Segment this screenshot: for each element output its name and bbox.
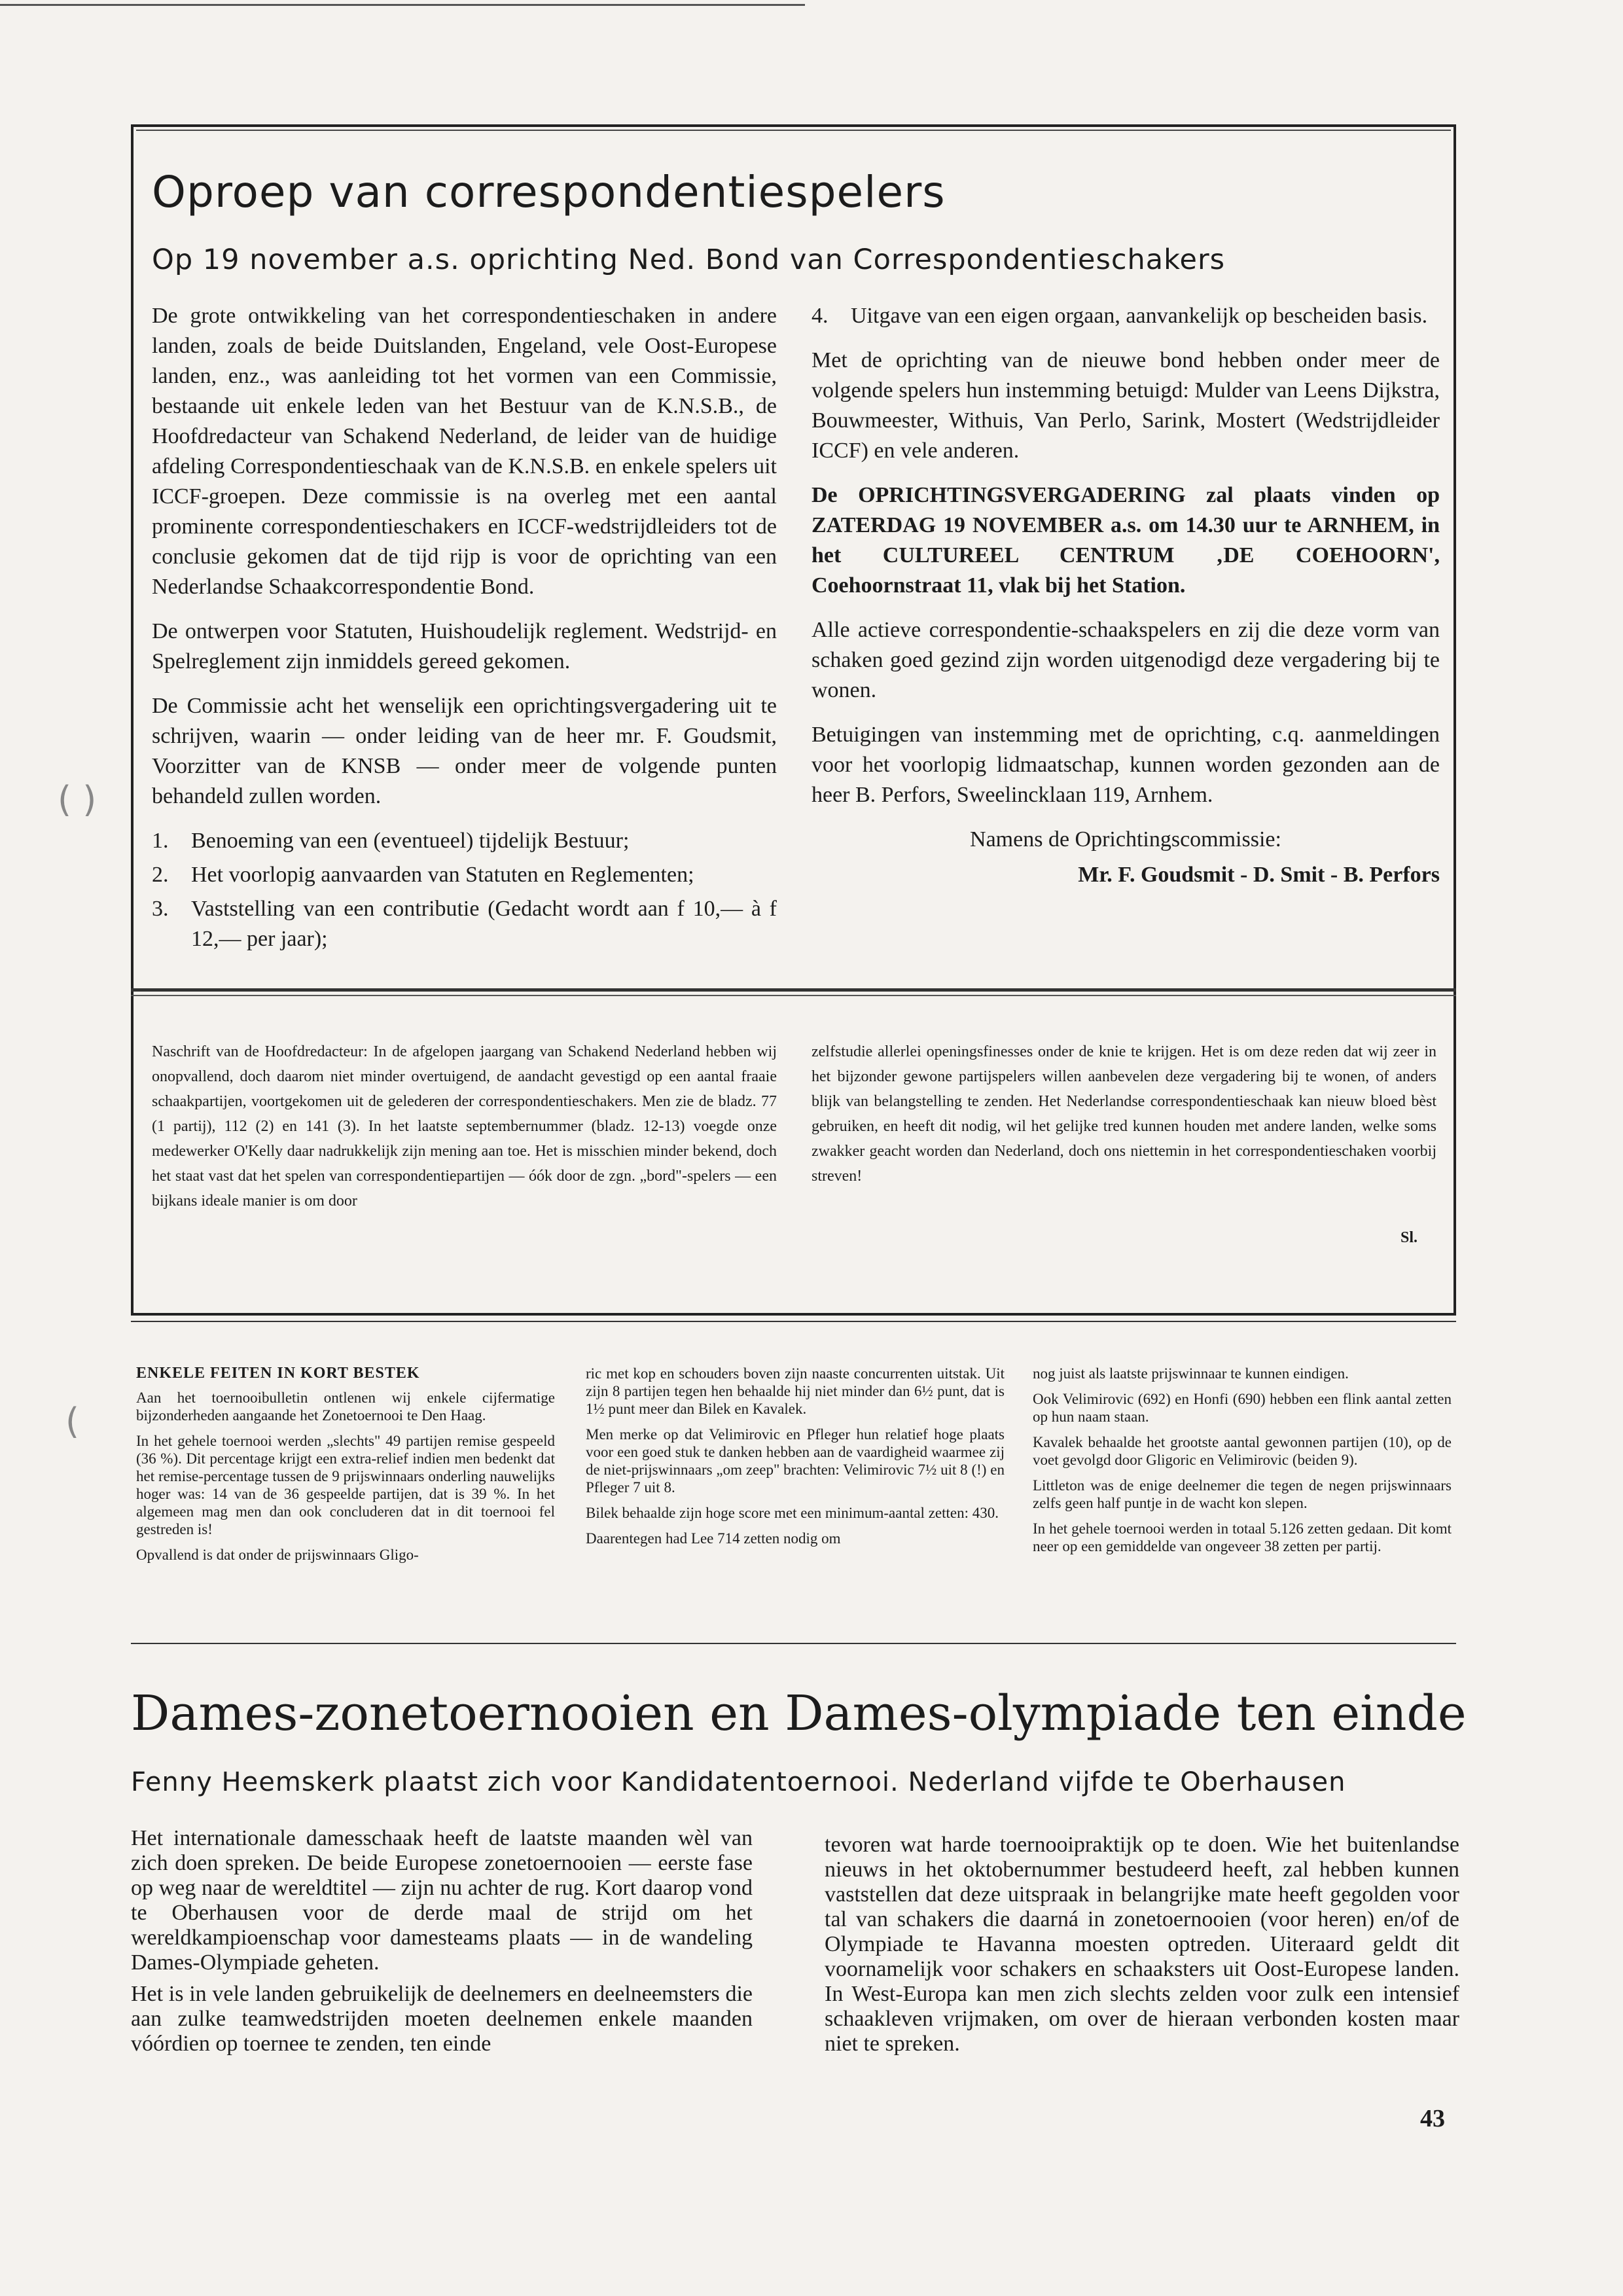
article-title: Oproep van correspondentiespelers: [152, 167, 946, 217]
facts-column-2: [586, 1365, 1005, 1555]
paragraph: De grote ontwikkeling van het correspondentieschaken in andere landen, zoals de beide Duitslanden, Engeland, vele Oost-Europese landen, enz., was aanleiding tot het vormen van een Commissie, bestaande uit enkele leden van het Bestuur van de K.N.S.B., de Hoofdredacteur van Schakend Nederland, de leider van de huidige afdeling Correspondentieschaak van de K.N.S.B. en enkele spelers uit ICCF-groepen. Deze commissie is na overleg met een aantal prominente correspondentieschakers en ICCF-wedstrijdleiders tot de conclusie gekomen dat de tijd rijp is voor de oprichting van een Nederlandse Schaakcorrespondentie Bond.: [152, 304, 777, 599]
paragraph: Opvallend is dat onder de prijswinnaars Gligo-: [136, 1547, 419, 1563]
paragraph: Daarentegen had Lee 714 zetten nodig om: [586, 1530, 841, 1547]
paragraph: In het gehele toernooi werden „slechts" 49 partijen remise gespeeld (36 %). Dit percentage krijgt een extra-relief indien men bedenkt dat het remise-percentage tussen de 9 prijswinnaars onderling nauwelijks hoger was: 14 van de 36 gespeelde partijen, dat is 39 %. In het algemeen mag men dan ook concluderen dat in dit toernooi fel gestreden is!: [136, 1433, 555, 1537]
punch-hole-mark: ( ): [58, 779, 97, 820]
signature-intro: Namens de Oprichtingscommissie:: [970, 827, 1281, 852]
facts-column-3: [1033, 1365, 1452, 1563]
paragraph: Met de oprichting van de nieuwe bond hebben onder meer de volgende spelers hun instemming betuigd: Mulder van Leens Dijkstra, Bouwmeester, Withuis, Van Perlo, Sarink, Mostert (Wedstrijdleider ICCF) en vele anderen.: [812, 348, 1440, 463]
paragraph: De Commissie acht het wenselijk een oprichtingsvergadering uit te schrijven, waarin — onder leiding van de heer mr. F. Goudsmit, Voorzitter van de KNSB — onder meer de volgende punten behandeld zullen worden.: [152, 694, 777, 808]
paragraph: Betuigingen van instemming met de oprichting, c.q. aanmeldingen voor het voorlopig lidmaatschap, kunnen worden gezonden aan de heer B. Perfors, Sweelincklaan 119, Arnhem.: [812, 723, 1440, 807]
top-rule: [0, 4, 805, 6]
paragraph: De ontwerpen voor Statuten, Huishoudelijk reglement. Wedstrijd- en Spelreglement zijn inmiddels gereed gekomen.: [152, 619, 777, 673]
section-divider: [131, 988, 1456, 992]
paragraph: nog juist als laatste prijswinnaar te kunnen eindigen.: [1033, 1365, 1349, 1382]
paragraph: tevoren wat harde toernooipraktijk op te doen. Wie het buitenlandse nieuws in het oktobernummer bestudeerd heeft, zal hebben kunnen vaststellen dat deze uitspraak in belangrijke mate heeft gegolden voor tal van schakers die daarná in zonetoernooien (voor heren) en/of de Olympiade te Havanna moesten optreden. Uiteraard geldt dit voornamelijk voor schakers en schaaksters uit Oost-Europese landen. In West-Europa kan men zich slechts zelden voor zulk een intensief schaakleven vrijmaken, om over de hieraan verbonden kosten maar niet te spreken.: [825, 1833, 1459, 2056]
box-bottom-rule: [131, 1321, 1456, 1322]
agenda-item: 4. Uitgave van een eigen orgaan, aanvankelijk op bescheiden basis.: [812, 304, 1428, 328]
box-inner-rule: [136, 130, 1451, 131]
paragraph: ric met kop en schouders boven zijn naaste concurrenten uitstak. Uit zijn 8 partijen tegen hen behaalde hij niet minder dan 6½ punt, dat is 1½ punt meer dan Bilek en Kavalek.: [586, 1365, 1005, 1417]
paragraph: Ook Velimirovic (692) en Honfi (690) hebben een flink aantal zetten op hun naam staan.: [1033, 1391, 1452, 1425]
paragraph: Het is in vele landen gebruikelijk de deelnemers en deelneemsters die aan zulke teamwedstrijden moeten deelnemen enkele maanden vóórdien op toernee te zenden, ten einde: [131, 1982, 753, 2056]
meeting-announcement: De OPRICHTINGSVERGADERING zal plaats vinden op ZATERDAG 19 NOVEMBER a.s. om 14.30 uur te ARNHEM, in het CULTUREEL CENTRUM ‚DE COEHOORN', Coehoornstraat 11, vlak bij het Station.: [812, 483, 1440, 598]
signature-names: Mr. F. Goudsmit - D. Smit - B. Perfors: [1078, 863, 1440, 887]
punch-hole-mark: (: [65, 1401, 80, 1442]
agenda-item: 2. Het voorlopig aanvaarden van Statuten en Reglementen;: [152, 863, 694, 887]
paragraph: Kavalek behaalde het grootste aantal gewonnen partijen (10), op de voet gevolgd door Gligoric en Velimirovic (beiden 9).: [1033, 1434, 1452, 1468]
agenda-list: [152, 826, 777, 954]
section-divider-lower: [131, 1643, 1456, 1644]
agenda-list-continued: [812, 301, 1440, 331]
article-column-left: [152, 301, 777, 958]
article2-column-left: [131, 1826, 753, 2063]
paragraph: Alle actieve correspondentie-schaakspelers en zij die deze vorm van schaken goed gezind zijn worden uitgenodigd deze vergadering bij te wonen.: [812, 618, 1440, 702]
agenda-item: 3. Vaststelling van een contributie (Gedacht wordt aan f 10,— à f 12,— per jaar);: [152, 897, 777, 951]
paragraph: Bilek behaalde zijn hoge score met een minimum-aantal zetten: 430.: [586, 1505, 999, 1521]
paragraph: In het gehele toernooi werden in totaal 5.126 zetten gedaan. Dit komt neer op een gemiddelde van ongeveer 38 zetten per partij.: [1033, 1520, 1452, 1554]
editor-note-right: zelfstudie allerlei openingsfinesses onder de knie te krijgen. Het is om deze reden dat wij zeer in het bijzonder gewone partijspelers willen aanbevelen deze vergadering bij te wonen, of anders blijk van belangstelling te zenden. Het Nederlandse correspondentieschaak kan nieuw bloed bèst gebruiken, en heeft dit nodig, wil het gelijke tred kunnen houden met andere landen, welke soms zwakker geacht worden dan Nederland, doch ons niettemin in het correspondentieschaken voorbij streven!: [812, 1043, 1436, 1185]
article-column-right: [812, 301, 1440, 905]
article2-title: Dames-zonetoernooien en Dames-olympiade ten einde: [131, 1685, 1467, 1742]
facts-heading: ENKELE FEITEN IN KORT BESTEK: [136, 1365, 420, 1382]
paragraph: Littleton was de enige deelnemer die tegen de negen prijswinnaars zelfs geen half puntje in de wacht kon slepen.: [1033, 1477, 1452, 1511]
article2-subtitle: Fenny Heemskerk plaatst zich voor Kandidatentoernooi. Nederland vijfde te Oberhausen: [131, 1767, 1346, 1797]
article2-column-right: [825, 1833, 1459, 2063]
article-subtitle: Op 19 november a.s. oprichting Ned. Bond van Correspondentieschakers: [152, 243, 1226, 276]
agenda-item: 1. Benoeming van een (eventueel) tijdelijk Bestuur;: [152, 829, 630, 853]
section-divider-thin: [131, 995, 1456, 996]
paragraph: Aan het toernooibulletin ontlenen wij enkele cijfermatige bijzonderheden aangaande het Zonetoernooi te Den Haag.: [136, 1390, 555, 1424]
paragraph: Het internationale damesschaak heeft de laatste maanden wèl van zich doen spreken. De beide Europese zonetoernooien — eerste fase op weg naar de wereldtitel — zijn nu achter de rug. Kort daarop vond te Oberhausen voor de derde maal de strijd om het wereldkampioenschap voor damesteams plaats — in de wandeling Dames-Olympiade geheten.: [131, 1826, 753, 1975]
paragraph: Men merke op dat Velimirovic en Pfleger hun relatief hoge plaats voor een goed stuk te danken hebben aan de vaardigheid waarmee zij de niet-prijswinnaars „om zeep" brachten: Velimirovic 7½ uit 8 (!) en Pfleger 7 uit 8.: [586, 1426, 1005, 1496]
editor-note-left: Naschrift van de Hoofdredacteur: In de afgelopen jaargang van Schakend Nederland hebben wij onopvallend, doch daarom niet minder overtuigend, de aandacht gevestigd op een aantal fraaie schaakpartijen, voortgekomen uit de gelederen der correspondentieschakers. Men zie de bladz. 77 (1 partij), 112 (2) en 141 (3). In het laatste septembernummer (bladz. 12-13) voegde onze medewerker O'Kelly daar nadrukkelijk zijn mening aan toe. Het is misschien minder bekend, doch het staat vast dat het spelen van correspondentiepartijen — óók door de zgn. „bord"-spelers — een bijkans ideale manier is om door: [152, 1043, 777, 1210]
facts-column-1: [136, 1389, 555, 1571]
editor-signoff: Sl.: [1400, 1229, 1418, 1246]
page-number: 43: [1420, 2105, 1445, 2132]
